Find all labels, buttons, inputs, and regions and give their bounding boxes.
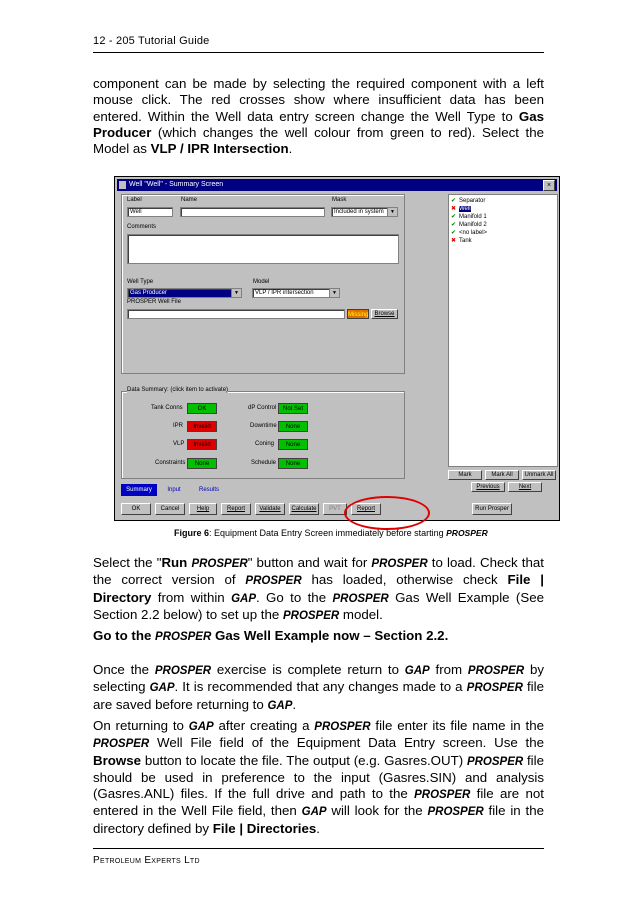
- browse-button[interactable]: Browse: [371, 309, 398, 319]
- tank-conns-status[interactable]: OK: [187, 403, 217, 414]
- mask-select[interactable]: Included in system ▼: [331, 207, 398, 217]
- figure-caption: Figure 6: Equipment Data Entry Screen immediately before starting PROSPER: [174, 528, 488, 538]
- downtime-status[interactable]: None: [278, 421, 308, 432]
- paragraph-2: Select the "Run PROSPER" button and wait for PROSPER to load. Check that the correct version of PROSPER has loaded, otherwise check File | Directory from within GAP. Go to the PROSPER Gas Well Example (See Section 2.2 below) to set up the PROSPER model.: [93, 555, 544, 622]
- prosper-file-input[interactable]: [127, 309, 345, 319]
- chevron-down-icon: ▼: [387, 208, 397, 216]
- help-button[interactable]: Help: [189, 503, 217, 515]
- revert-button[interactable]: Report: [221, 503, 251, 515]
- header-rule: [93, 52, 544, 53]
- calculate-button[interactable]: Calculate: [289, 503, 319, 515]
- run-prosper-button[interactable]: Run Prosper: [472, 503, 512, 515]
- equipment-tree: [448, 194, 558, 467]
- next-button[interactable]: Next: [508, 482, 542, 492]
- tab-results[interactable]: Results: [198, 487, 219, 493]
- chevron-down-icon: ▼: [231, 289, 241, 297]
- ipr-status[interactable]: Invalid: [187, 421, 217, 432]
- report-button[interactable]: Report: [351, 503, 381, 515]
- tree-item-manifold-1[interactable]: ✔ Manifold 1: [451, 214, 487, 220]
- constraints-status[interactable]: None: [187, 458, 217, 469]
- name-input[interactable]: [180, 207, 325, 217]
- page-header: 12 - 205 Tutorial Guide: [93, 35, 210, 47]
- paragraph-4: Once the PROSPER exercise is complete return to GAP from PROSPER by selecting GAP. It is recommended that any changes made to a PROSPER file are saved before returning to GAP.: [93, 662, 544, 712]
- label-input[interactable]: Well: [127, 207, 173, 217]
- paragraph-5: On returning to GAP after creating a PROSPER file enter its file name in the PROSPER Well File field of the Equipment Data Entry screen. Use the Browse button to locate the file. The output (e.g. Gasres.OUT) PROSPER file should be used in preference to the input (Gasres.SIN) and analysis (Gasres.ANL) files. If the full drive and path to the PROSPER file are not entered in the Well File field, then GAP will look for the PROSPER file in the directory defined by File | Directories.: [93, 718, 544, 836]
- mark-button[interactable]: Mark: [448, 470, 482, 480]
- window-icon: [119, 181, 126, 189]
- tree-item-well[interactable]: ✖ Well: [451, 206, 471, 212]
- pvt-button[interactable]: PVT: [323, 503, 347, 515]
- previous-button[interactable]: Previous: [471, 482, 505, 492]
- schedule-status[interactable]: None: [278, 458, 308, 469]
- tree-item-tank[interactable]: ✖ Tank: [451, 238, 472, 244]
- close-icon[interactable]: ×: [543, 180, 555, 191]
- chevron-down-icon: ▼: [329, 289, 339, 297]
- ok-button[interactable]: OK: [121, 503, 151, 515]
- tree-item-no-label[interactable]: ✔ <no label>: [451, 230, 488, 236]
- tab-summary[interactable]: Summary: [121, 484, 157, 496]
- missing-badge: Missing: [347, 309, 369, 319]
- tab-input[interactable]: Input: [167, 487, 181, 493]
- tree-item-manifold-2[interactable]: ✔ Manifold 2: [451, 222, 487, 228]
- highlight-circle: [344, 496, 430, 530]
- model-select[interactable]: VLP / IPR intersection ▼: [252, 288, 340, 298]
- paragraph-3: Go to the PROSPER Gas Well Example now – Section 2.2.: [93, 628, 449, 643]
- dialog-titlebar: Well "Well" - Summary Screen ×: [117, 179, 557, 191]
- vlp-status[interactable]: Invalid: [187, 439, 217, 450]
- cancel-button[interactable]: Cancel: [155, 503, 185, 515]
- well-summary-screenshot: Well "Well" - Summary Screen × Label Well Name Mask Included in system ▼ Comments Well Type Gas Producer ▼ Model VLP / IPR intersection ▼ PROSPER Well File Missing Browse Data Summary: (click item to activate) Tank Conns OK IPR Invalid VLP Invalid Constraints None dP Control Not Set Downtime None Coning None Schedule None ✔ Separator ✖ Well ✔ Manifold 1 ✔ Manifold 2 ✔ <no label> ✖ Tank Mark Mark All Unmark All Previous Next Summary Input Results OK Cancel Help Report Validate Calculate PVT Report Run Prosper: [114, 176, 560, 521]
- mark-all-button[interactable]: Mark All: [485, 470, 519, 480]
- footer-rule: [93, 848, 544, 849]
- tree-item-separator[interactable]: ✔ Separator: [451, 198, 486, 204]
- dp-control-status[interactable]: Not Set: [278, 403, 308, 414]
- unmark-all-button[interactable]: Unmark All: [522, 470, 556, 480]
- validate-button[interactable]: Validate: [255, 503, 285, 515]
- page-footer: Petroleum Experts Ltd: [93, 855, 200, 866]
- comments-textarea[interactable]: [127, 234, 399, 264]
- paragraph-1: component can be made by selecting the required component with a left mouse click. The red crosses show where insufficient data has been entered. Within the Well data entry screen change the Well Type to Gas Producer (which changes the well colour from green to red). Select the Model as VLP / IPR Intersection.: [93, 76, 544, 157]
- coning-status[interactable]: None: [278, 439, 308, 450]
- well-type-select[interactable]: Gas Producer ▼: [127, 288, 242, 298]
